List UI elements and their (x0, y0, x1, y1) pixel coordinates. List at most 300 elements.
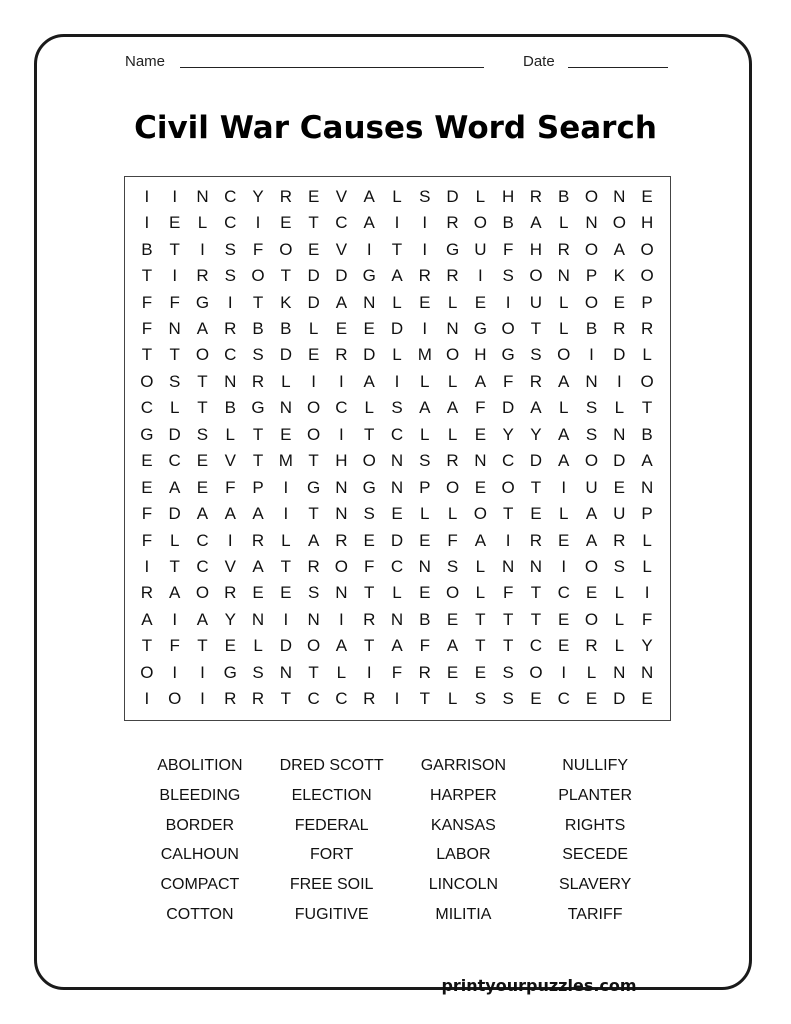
grid-letter[interactable]: T (280, 266, 292, 286)
grid-letter[interactable]: T (364, 636, 375, 656)
grid-letter[interactable]: A (474, 371, 487, 391)
grid-letter[interactable]: E (280, 583, 292, 603)
grid-letter[interactable]: F (447, 530, 458, 550)
grid-letter[interactable]: B (502, 213, 514, 233)
grid-letter[interactable]: L (558, 318, 569, 338)
grid-letter[interactable]: S (391, 398, 403, 418)
grid-letter[interactable]: S (530, 345, 542, 365)
grid-letter[interactable]: Y (252, 186, 264, 206)
grid-letter[interactable]: O (584, 239, 599, 259)
grid-letter[interactable]: E (474, 424, 487, 444)
grid-letter[interactable]: O (612, 213, 626, 233)
grid-letter[interactable]: V (224, 557, 236, 577)
grid-letter[interactable]: R (640, 318, 654, 338)
grid-letter[interactable]: N (474, 451, 487, 471)
grid-letter[interactable]: A (196, 318, 209, 338)
grid-letter[interactable]: I (172, 662, 178, 682)
grid-letter[interactable]: S (169, 371, 181, 391)
grid-letter[interactable]: U (613, 504, 626, 524)
grid-letter[interactable]: D (390, 530, 404, 550)
grid-letter[interactable]: F (502, 371, 514, 391)
grid-letter[interactable]: I (227, 530, 233, 550)
grid-letter[interactable]: R (418, 266, 431, 286)
grid-letter[interactable]: C (557, 689, 570, 709)
grid-letter[interactable]: L (614, 609, 625, 629)
grid-letter[interactable]: L (281, 371, 291, 391)
grid-letter[interactable]: C (390, 557, 404, 577)
grid-letter[interactable]: A (558, 371, 570, 391)
grid-letter[interactable]: R (418, 662, 431, 682)
grid-letter[interactable]: Y (641, 636, 653, 656)
grid-letter[interactable]: O (529, 266, 543, 286)
grid-letter[interactable]: I (144, 689, 150, 709)
grid-letter[interactable]: N (418, 557, 431, 577)
grid-letter[interactable]: E (224, 636, 236, 656)
grid-letter[interactable]: I (422, 213, 428, 233)
grid-letter[interactable]: A (196, 609, 209, 629)
grid-letter[interactable]: L (197, 213, 208, 233)
grid-letter[interactable]: T (280, 689, 292, 709)
grid-letter[interactable]: S (585, 398, 598, 418)
grid-letter[interactable]: L (169, 398, 180, 418)
grid-letter[interactable]: N (251, 609, 265, 629)
grid-letter[interactable]: F (502, 583, 514, 603)
grid-letter[interactable]: N (335, 504, 348, 524)
grid-letter[interactable]: T (252, 292, 264, 312)
grid-letter[interactable]: L (308, 318, 319, 338)
grid-letter[interactable]: T (169, 239, 180, 259)
grid-letter[interactable]: I (172, 266, 178, 286)
grid-letter[interactable]: L (642, 530, 652, 550)
grid-letter[interactable]: L (447, 292, 458, 312)
grid-letter[interactable]: I (227, 292, 233, 312)
grid-letter[interactable]: L (420, 424, 430, 444)
grid-letter[interactable]: D (363, 345, 376, 365)
grid-letter[interactable]: I (616, 371, 622, 391)
grid-letter[interactable]: U (585, 477, 598, 497)
grid-letter[interactable]: N (446, 318, 459, 338)
grid-letter[interactable]: I (200, 239, 205, 259)
grid-letter[interactable]: F (169, 636, 180, 656)
grid-letter[interactable]: O (557, 345, 571, 365)
grid-letter[interactable]: I (561, 557, 567, 577)
name-field[interactable] (180, 67, 484, 68)
grid-letter[interactable]: R (363, 609, 376, 629)
grid-letter[interactable]: R (279, 186, 292, 206)
grid-letter[interactable]: T (475, 636, 486, 656)
grid-letter[interactable]: E (530, 689, 542, 709)
grid-letter[interactable]: C (224, 186, 237, 206)
grid-letter[interactable]: S (307, 583, 320, 603)
grid-letter[interactable]: S (502, 689, 514, 709)
grid-letter[interactable]: H (335, 451, 348, 471)
grid-letter[interactable]: A (363, 371, 375, 391)
grid-letter[interactable]: A (169, 477, 181, 497)
grid-letter[interactable]: D (307, 266, 320, 286)
grid-letter[interactable]: R (557, 239, 570, 259)
grid-letter[interactable]: O (501, 318, 515, 338)
grid-letter[interactable]: L (364, 398, 374, 418)
grid-letter[interactable]: T (141, 636, 153, 656)
grid-letter[interactable]: L (642, 557, 652, 577)
grid-letter[interactable]: O (529, 662, 543, 682)
grid-letter[interactable]: I (144, 213, 150, 233)
grid-letter[interactable]: Y (224, 609, 236, 629)
grid-letter[interactable]: C (196, 557, 209, 577)
grid-letter[interactable]: F (141, 530, 153, 550)
grid-letter[interactable]: A (169, 583, 181, 603)
grid-letter[interactable]: A (558, 451, 570, 471)
grid-letter[interactable]: G (140, 424, 154, 444)
grid-letter[interactable]: R (335, 345, 348, 365)
grid-letter[interactable]: O (251, 266, 265, 286)
grid-letter[interactable]: L (475, 557, 486, 577)
grid-letter[interactable]: O (584, 557, 599, 577)
grid-letter[interactable]: L (614, 583, 625, 603)
grid-letter[interactable]: E (613, 292, 625, 312)
grid-letter[interactable]: F (475, 398, 486, 418)
grid-letter[interactable]: D (613, 345, 626, 365)
grid-letter[interactable]: D (335, 266, 348, 286)
grid-letter[interactable]: O (584, 451, 599, 471)
grid-letter[interactable]: T (308, 504, 319, 524)
grid-letter[interactable]: V (335, 186, 348, 206)
grid-letter[interactable]: M (278, 451, 293, 471)
grid-letter[interactable]: B (224, 398, 236, 418)
grid-letter[interactable]: N (279, 398, 292, 418)
grid-letter[interactable]: A (335, 292, 348, 312)
grid-letter[interactable]: N (640, 662, 654, 682)
grid-letter[interactable]: T (141, 345, 153, 365)
grid-letter[interactable]: B (252, 318, 264, 338)
grid-letter[interactable]: I (255, 213, 261, 233)
grid-letter[interactable]: H (640, 213, 654, 233)
grid-letter[interactable]: A (558, 424, 570, 444)
grid-letter[interactable]: A (530, 213, 542, 233)
grid-letter[interactable]: D (168, 424, 181, 444)
grid-letter[interactable]: I (366, 239, 372, 259)
grid-letter[interactable]: L (558, 213, 569, 233)
grid-letter[interactable]: E (641, 186, 653, 206)
grid-letter[interactable]: U (474, 239, 487, 259)
grid-letter[interactable]: G (473, 318, 487, 338)
grid-letter[interactable]: A (307, 530, 320, 550)
grid-letter[interactable]: E (585, 689, 598, 709)
grid-letter[interactable]: E (141, 477, 153, 497)
grid-letter[interactable]: B (419, 609, 431, 629)
grid-letter[interactable]: H (502, 186, 515, 206)
grid-letter[interactable]: F (502, 239, 514, 259)
grid-letter[interactable]: L (558, 398, 569, 418)
grid-letter[interactable]: R (585, 636, 598, 656)
grid-letter[interactable]: T (530, 609, 542, 629)
grid-letter[interactable]: T (502, 504, 514, 524)
grid-letter[interactable]: I (144, 186, 150, 206)
grid-letter[interactable]: O (445, 477, 460, 497)
grid-letter[interactable]: I (366, 662, 372, 682)
grid-letter[interactable]: E (363, 318, 375, 338)
grid-letter[interactable]: E (558, 636, 570, 656)
grid-letter[interactable]: I (283, 477, 289, 497)
grid-letter[interactable]: N (168, 318, 181, 338)
grid-letter[interactable]: E (446, 609, 459, 629)
grid-letter[interactable]: O (584, 186, 599, 206)
grid-letter[interactable]: O (445, 345, 460, 365)
grid-letter[interactable]: N (390, 609, 404, 629)
grid-letter[interactable]: A (335, 636, 348, 656)
grid-letter[interactable]: A (363, 213, 375, 233)
grid-letter[interactable]: S (196, 424, 209, 444)
grid-letter[interactable]: N (502, 557, 515, 577)
grid-letter[interactable]: T (502, 636, 514, 656)
grid-letter[interactable]: R (307, 557, 320, 577)
grid-letter[interactable]: R (363, 689, 376, 709)
grid-letter[interactable]: O (640, 266, 654, 286)
grid-letter[interactable]: G (501, 345, 515, 365)
grid-letter[interactable]: E (446, 662, 459, 682)
grid-letter[interactable]: A (391, 636, 403, 656)
grid-letter[interactable]: K (280, 292, 292, 312)
grid-letter[interactable]: D (613, 451, 626, 471)
grid-letter[interactable]: E (280, 424, 292, 444)
grid-letter[interactable]: I (200, 689, 205, 709)
grid-letter[interactable]: I (339, 371, 344, 391)
grid-letter[interactable]: C (335, 213, 348, 233)
grid-letter[interactable]: F (141, 292, 153, 312)
grid-letter[interactable]: I (561, 662, 567, 682)
grid-letter[interactable]: A (391, 266, 403, 286)
grid-letter[interactable]: I (144, 557, 150, 577)
grid-letter[interactable]: I (172, 186, 178, 206)
grid-letter[interactable]: E (613, 477, 625, 497)
grid-letter[interactable]: D (279, 636, 292, 656)
grid-letter[interactable]: F (252, 239, 264, 259)
grid-letter[interactable]: L (447, 371, 458, 391)
grid-letter[interactable]: C (390, 424, 404, 444)
grid-letter[interactable]: O (279, 239, 293, 259)
grid-letter[interactable]: D (613, 689, 626, 709)
grid-letter[interactable]: O (640, 371, 654, 391)
grid-letter[interactable]: E (391, 504, 403, 524)
grid-letter[interactable]: E (641, 689, 653, 709)
grid-letter[interactable]: L (281, 530, 291, 550)
grid-letter[interactable]: L (642, 345, 652, 365)
date-field[interactable] (568, 67, 668, 68)
grid-letter[interactable]: S (224, 239, 236, 259)
grid-letter[interactable]: P (641, 504, 653, 524)
grid-letter[interactable]: R (224, 318, 237, 338)
grid-letter[interactable]: G (195, 292, 210, 312)
grid-letter[interactable]: T (197, 398, 208, 418)
grid-letter[interactable]: T (169, 345, 180, 365)
grid-letter[interactable]: B (641, 424, 653, 444)
grid-letter[interactable]: E (419, 292, 431, 312)
grid-letter[interactable]: E (363, 530, 375, 550)
grid-letter[interactable]: I (339, 609, 344, 629)
grid-letter[interactable]: L (475, 186, 486, 206)
grid-letter[interactable]: F (141, 318, 153, 338)
grid-letter[interactable]: L (225, 424, 235, 444)
grid-letter[interactable]: I (311, 371, 316, 391)
grid-letter[interactable]: E (474, 662, 487, 682)
grid-letter[interactable]: S (363, 504, 375, 524)
grid-letter[interactable]: G (223, 662, 237, 682)
grid-letter[interactable]: C (557, 583, 570, 603)
grid-letter[interactable]: N (279, 662, 292, 682)
grid-letter[interactable]: O (307, 424, 321, 444)
grid-letter[interactable]: U (529, 292, 543, 312)
grid-letter[interactable]: L (614, 398, 625, 418)
grid-letter[interactable]: A (252, 504, 264, 524)
grid-letter[interactable]: T (530, 318, 542, 338)
grid-letter[interactable]: L (586, 662, 597, 682)
grid-letter[interactable]: I (200, 662, 205, 682)
grid-letter[interactable]: O (334, 557, 349, 577)
grid-letter[interactable]: N (224, 371, 237, 391)
grid-letter[interactable]: S (585, 424, 598, 444)
grid-letter[interactable]: L (420, 504, 430, 524)
grid-letter[interactable]: G (362, 477, 376, 497)
grid-letter[interactable]: N (585, 371, 598, 391)
grid-letter[interactable]: C (529, 636, 543, 656)
grid-letter[interactable]: P (585, 266, 598, 286)
grid-letter[interactable]: O (362, 451, 376, 471)
grid-letter[interactable]: L (336, 662, 347, 682)
grid-letter[interactable]: C (196, 530, 209, 550)
grid-letter[interactable]: C (335, 689, 348, 709)
grid-letter[interactable]: E (419, 583, 431, 603)
grid-letter[interactable]: F (364, 557, 375, 577)
grid-letter[interactable]: O (140, 371, 154, 391)
grid-letter[interactable]: I (394, 689, 400, 709)
grid-letter[interactable]: I (505, 530, 511, 550)
grid-letter[interactable]: D (168, 504, 181, 524)
grid-letter[interactable]: N (613, 424, 626, 444)
grid-letter[interactable]: C (307, 689, 320, 709)
grid-letter[interactable]: S (613, 557, 625, 577)
grid-letter[interactable]: T (530, 477, 542, 497)
grid-letter[interactable]: A (474, 530, 487, 550)
grid-letter[interactable]: A (141, 609, 153, 629)
grid-letter[interactable]: V (224, 451, 236, 471)
grid-letter[interactable]: R (140, 583, 154, 603)
grid-letter[interactable]: A (530, 398, 542, 418)
grid-letter[interactable]: T (641, 398, 653, 418)
grid-letter[interactable]: T (475, 609, 486, 629)
grid-letter[interactable]: S (252, 345, 264, 365)
grid-letter[interactable]: R (251, 530, 265, 550)
grid-letter[interactable]: S (419, 186, 431, 206)
grid-letter[interactable]: B (585, 318, 598, 338)
grid-letter[interactable]: G (307, 477, 321, 497)
grid-letter[interactable]: O (307, 636, 321, 656)
grid-letter[interactable]: O (501, 477, 515, 497)
grid-letter[interactable]: N (529, 557, 543, 577)
grid-letter[interactable]: G (362, 266, 376, 286)
grid-letter[interactable]: K (613, 266, 625, 286)
grid-letter[interactable]: P (252, 477, 264, 497)
grid-letter[interactable]: N (390, 477, 404, 497)
grid-letter[interactable]: C (224, 213, 237, 233)
grid-letter[interactable]: T (252, 424, 264, 444)
grid-letter[interactable]: E (307, 186, 320, 206)
grid-letter[interactable]: T (364, 583, 375, 603)
grid-letter[interactable]: R (224, 689, 237, 709)
grid-letter[interactable]: O (445, 583, 460, 603)
grid-letter[interactable]: R (529, 371, 543, 391)
grid-letter[interactable]: T (364, 424, 375, 444)
grid-letter[interactable]: S (474, 689, 487, 709)
grid-letter[interactable]: L (614, 636, 625, 656)
grid-letter[interactable]: S (252, 662, 264, 682)
grid-letter[interactable]: E (280, 213, 292, 233)
grid-letter[interactable]: B (280, 318, 292, 338)
grid-letter[interactable]: T (141, 266, 153, 286)
grid-letter[interactable]: E (196, 451, 209, 471)
grid-letter[interactable]: L (558, 504, 569, 524)
grid-letter[interactable]: L (420, 371, 430, 391)
grid-letter[interactable]: N (613, 662, 626, 682)
grid-letter[interactable]: E (141, 451, 153, 471)
grid-letter[interactable]: T (419, 689, 430, 709)
grid-letter[interactable]: V (335, 239, 348, 259)
grid-letter[interactable]: L (392, 186, 402, 206)
grid-letter[interactable]: R (335, 530, 348, 550)
grid-letter[interactable]: T (197, 371, 208, 391)
grid-letter[interactable]: O (168, 689, 182, 709)
grid-letter[interactable]: T (280, 557, 292, 577)
grid-letter[interactable]: I (172, 609, 178, 629)
grid-letter[interactable]: E (169, 213, 181, 233)
grid-letter[interactable]: O (473, 504, 487, 524)
grid-letter[interactable]: T (169, 557, 180, 577)
grid-letter[interactable]: E (474, 292, 487, 312)
grid-letter[interactable]: I (589, 345, 594, 365)
grid-letter[interactable]: E (474, 477, 487, 497)
grid-letter[interactable]: E (530, 504, 542, 524)
grid-letter[interactable]: N (335, 477, 348, 497)
grid-letter[interactable]: R (251, 689, 265, 709)
grid-letter[interactable]: R (446, 266, 459, 286)
grid-letter[interactable]: N (196, 186, 209, 206)
grid-letter[interactable]: E (558, 609, 570, 629)
grid-letter[interactable]: I (283, 504, 289, 524)
grid-letter[interactable]: P (641, 292, 653, 312)
grid-letter[interactable]: N (363, 292, 376, 312)
grid-letter[interactable]: B (558, 186, 570, 206)
grid-letter[interactable]: C (224, 345, 237, 365)
grid-letter[interactable]: C (335, 398, 348, 418)
grid-letter[interactable]: N (335, 583, 348, 603)
grid-letter[interactable]: I (561, 477, 567, 497)
grid-letter[interactable]: H (529, 239, 543, 259)
grid-letter[interactable]: A (446, 398, 459, 418)
grid-letter[interactable]: G (251, 398, 265, 418)
grid-letter[interactable]: I (505, 292, 511, 312)
grid-letter[interactable]: L (169, 530, 180, 550)
grid-letter[interactable]: R (613, 530, 626, 550)
grid-letter[interactable]: S (502, 266, 514, 286)
grid-letter[interactable]: I (422, 318, 428, 338)
grid-letter[interactable]: L (253, 636, 263, 656)
grid-letter[interactable]: O (584, 609, 599, 629)
grid-letter[interactable]: L (447, 424, 458, 444)
grid-letter[interactable]: T (308, 213, 319, 233)
grid-letter[interactable]: O (195, 583, 210, 603)
grid-letter[interactable]: A (363, 186, 375, 206)
grid-letter[interactable]: F (169, 292, 180, 312)
grid-letter[interactable]: T (308, 451, 319, 471)
